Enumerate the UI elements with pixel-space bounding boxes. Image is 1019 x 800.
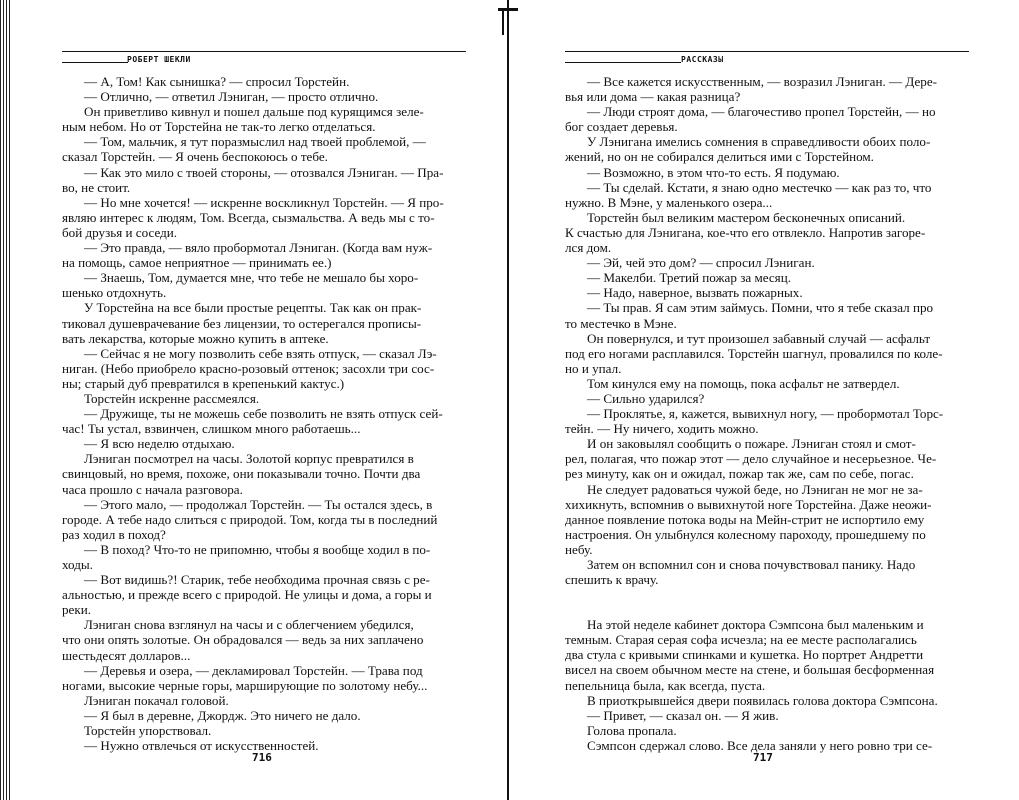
text-line: — Люди строят дома, — благочестиво пропел Торстейн, — но — [587, 104, 936, 120]
text-line: — Деревья и озера, — декламировал Торстейн. — Трава под — [84, 662, 423, 678]
header-title: РАССКАЗЫ — [681, 55, 724, 64]
text-line: Торстейн искренне рассмеялся. — [84, 390, 260, 406]
text-line: тиковал душеврачевание без лицензии, то остерегался прописы- — [62, 315, 422, 331]
text-line: лся дом. — [565, 240, 612, 256]
page-text — [565, 74, 969, 753]
text-line: жений, но он не собирался делиться ими с Торстейном. — [565, 149, 874, 165]
binding-edge — [0, 0, 10, 800]
text-line: — Ты прав. Я сам этим займусь. Помни, что я тебе сказал про — [587, 300, 934, 316]
text-line: ниган. (Небо приобрело красно-розовый оттенок; засохли три сос- — [62, 360, 435, 376]
text-line: темным. Старая серая софа исчезла; на ее месте располагались — [565, 632, 917, 648]
header-title: РОБЕРТ ШЕКЛИ — [127, 55, 191, 64]
text-line: Том кинулся ему на помощь, пока асфальт не затвердел. — [587, 375, 900, 391]
text-line: данное появление потока воды на Мейн-стрит не испортило ему — [565, 511, 925, 527]
text-line: — Возможно, в этом что-то есть. Я подумаю. — [587, 164, 840, 180]
text-line: Не следует радоваться чужой беде, но Лэниган не мог не за- — [587, 481, 923, 497]
text-line: — Этого мало, — продолжал Торстейн. — Ты остался здесь, в — [84, 496, 433, 512]
text-line: ным небом. Но от Торстейна не так-то легко отделаться. — [62, 119, 376, 135]
text-line: — Сильно ударился? — [587, 390, 705, 406]
text-line: бог создает деревья. — [565, 119, 678, 135]
text-line: — Дружище, ты не можешь себе позволить не взять отпуск сей- — [84, 406, 443, 422]
text-line: шестьдесят долларов... — [62, 647, 191, 663]
text-line: Лэниган покачал головой. — [84, 692, 229, 708]
text-line: являю интерес к людям, Том. Всегда, сызмальства. А ведь мы с то- — [62, 209, 435, 225]
running-header — [565, 48, 969, 68]
text-line: рел, полагая, что пожар этот — дело случайное и несерьезное. Че- — [565, 451, 937, 467]
text-line: городе. А тебе надо слиться с природой. Том, когда ты в последний — [62, 511, 438, 527]
text-line: — В поход? Что-то не припомню, чтобы я вообще ходил в по- — [84, 541, 431, 557]
text-line: хихикнуть, вспомнив о вывихнутой ноге Торстейна. Даже неожи- — [565, 496, 932, 512]
page-number: 717 — [753, 751, 773, 764]
text-line: рез минуту, как он и ожидал, пожар так же, сам по себе, погас. — [565, 466, 914, 482]
text-line: свинцовый, но время, похоже, они показывали точно. Почти два — [62, 466, 421, 482]
text-line: во, не стоит. — [62, 179, 131, 195]
text-line: спешить к врачу. — [565, 572, 659, 588]
text-line: — Проклятье, я, кажется, вывихнул ногу, — пробормотал Торс- — [587, 406, 944, 422]
text-line: К счастью для Лэнигана, кое-что его отвлекло. Напротив загоре- — [565, 224, 926, 240]
spine-mark — [498, 8, 518, 11]
text-line: то местечко в Мэне. — [565, 315, 677, 331]
header-underline — [565, 62, 681, 63]
text-line: — Нужно отвлечься от искусственностей. — [84, 738, 319, 754]
text-section-1 — [565, 74, 969, 587]
text-line: На этой неделе кабинет доктора Сэмпсона был маленьким и — [587, 617, 924, 633]
text-line: — Отлично, — ответил Лэниган, — просто отлично. — [84, 89, 379, 105]
text-line: настроения. Он улыбнулся колесному пароходу, прошедшему по — [565, 526, 926, 542]
text-line: два стула с кривыми спинками и кушетка. Но портрет Андретти — [565, 647, 924, 663]
text-line: — Как это мило с твоей стороны, — отозвался Лэниган. — Пра- — [84, 164, 444, 180]
right-page — [565, 0, 969, 800]
text-line: — Макелби. Третий пожар за месяц. — [587, 270, 791, 286]
text-line: И он заковылял сообщить о пожаре. Лэниган стоял и смот- — [587, 436, 916, 452]
text-line: — Привет, — сказал он. — Я жив. — [587, 707, 779, 723]
text-line: — Все кажется искусственным, — возразил Лэниган. — Дере- — [587, 74, 938, 89]
text-line: — Я всю неделю отдыхаю. — [84, 436, 235, 452]
text-line: что они опять золотые. Он обрадовался — ведь за них заплачено — [62, 632, 424, 648]
text-line: — Это правда, — вяло пробормотал Лэниган. (Когда вам нуж- — [84, 240, 433, 256]
text-line: — Надо, наверное, вызвать пожарных. — [587, 285, 803, 301]
text-line: — А, Том! Как сынишка? — спросил Торстейн. — [84, 74, 350, 89]
text-line: вать лекарства, которые можно купить в аптеке. — [62, 330, 329, 346]
text-line: ны; старый дуб превратился в крепенький кактус.) — [62, 375, 345, 391]
text-line: Торстейн был великим мастером бесконечных описаний. — [587, 209, 906, 225]
text-line: ходы. — [62, 557, 93, 572]
running-header — [62, 48, 466, 68]
text-line: реки. — [62, 602, 92, 618]
text-line: сказал Торстейн. — Я очень беспокоюсь о тебе. — [62, 149, 328, 165]
text-line: Лэниган снова взглянул на часы и с облегчением убедился, — [84, 617, 414, 633]
text-line: на помощь, самое неприятное — принимать ее.) — [62, 255, 332, 271]
header-underline — [62, 62, 128, 63]
text-line: вья или дома — какая разница? — [565, 89, 741, 105]
text-line: шенько отдохнуть. — [62, 285, 167, 301]
text-line: Он приветливо кивнул и пошел дальше под курящимся зеле- — [84, 104, 424, 120]
text-line: час! Ты устал, взвинчен, слишком много работаешь... — [62, 421, 361, 437]
text-line: — Эй, чей это дом? — спросил Лэниган. — [587, 255, 815, 271]
text-line: В приоткрывшейся двери появилась голова доктора Сэмпсона. — [587, 692, 938, 708]
header-rule — [565, 51, 969, 52]
section-break — [565, 587, 969, 617]
text-line: часа прошло с начала разговора. — [62, 481, 243, 497]
text-line: Затем он вспомнил сон и снова почувствовал панику. Надо — [587, 557, 916, 572]
spine-mark-stem — [502, 11, 504, 35]
left-page — [62, 0, 466, 800]
header-rule — [62, 51, 466, 52]
text-line: Лэниган посмотрел на часы. Золотой корпус превратился в — [84, 451, 414, 467]
text-line: под его ногами расплавился. Торстейн шагнул, провалился по коле- — [565, 345, 943, 361]
text-line: ногами, высокие черные горы, марширующие по золотому небу... — [62, 677, 428, 693]
text-line: — Сейчас я не могу позволить себе взять отпуск, — сказал Лэ- — [84, 345, 437, 361]
text-line: но и упал. — [565, 360, 622, 376]
text-line: раз ходил в поход? — [62, 526, 166, 542]
text-line: пепельница была, как всегда, пуста. — [565, 677, 766, 693]
text-line: Торстейн упорствовал. — [84, 723, 212, 739]
text-line: Сэмпсон сдержал слово. Все дела заняли у него ровно три се- — [587, 737, 933, 753]
text-line: У Лэнигана имелись сомнения в справедливости обоих поло- — [587, 134, 931, 150]
text-line: У Торстейна на все были простые рецепты. Так как он прак- — [84, 300, 422, 316]
text-line: бой друзья и соседи. — [62, 224, 178, 240]
text-line: — Я был в деревне, Джордж. Это ничего не дало. — [84, 707, 361, 723]
page-text — [62, 74, 466, 753]
text-line: — Знаешь, Том, думается мне, что тебе не мешало бы хоро- — [84, 270, 419, 286]
text-line: альностью, и прежде всего с природой. Не улицы и дома, а горы и — [62, 587, 432, 603]
text-line: тейн. — Ну ничего, ходить можно. — [565, 421, 759, 437]
text-line: — Вот видишь?! Старик, тебе необходима прочная связь с ре- — [84, 572, 430, 588]
text-line: Он повернулся, и тут произошел забавный случай — асфальт — [587, 330, 931, 346]
page-number: 716 — [252, 751, 272, 764]
text-line: нужно. В Мэне, у маленького озера... — [565, 194, 773, 210]
text-line: Голова пропала. — [587, 722, 677, 738]
text-section-2 — [565, 617, 969, 753]
text-line: — Но мне хочется! — искренне воскликнул Торстейн. — Я про- — [84, 194, 444, 210]
text-line: висел на своем обычном месте на стене, и большая бесформенная — [565, 662, 935, 678]
text-line: — Том, мальчик, я тут поразмыслил над твоей проблемой, — — [84, 134, 426, 150]
text-line: небу. — [565, 541, 593, 557]
book-spine — [507, 0, 509, 800]
text-line: — Ты сделай. Кстати, я знаю одно местечко — как раз то, что — [587, 179, 932, 195]
